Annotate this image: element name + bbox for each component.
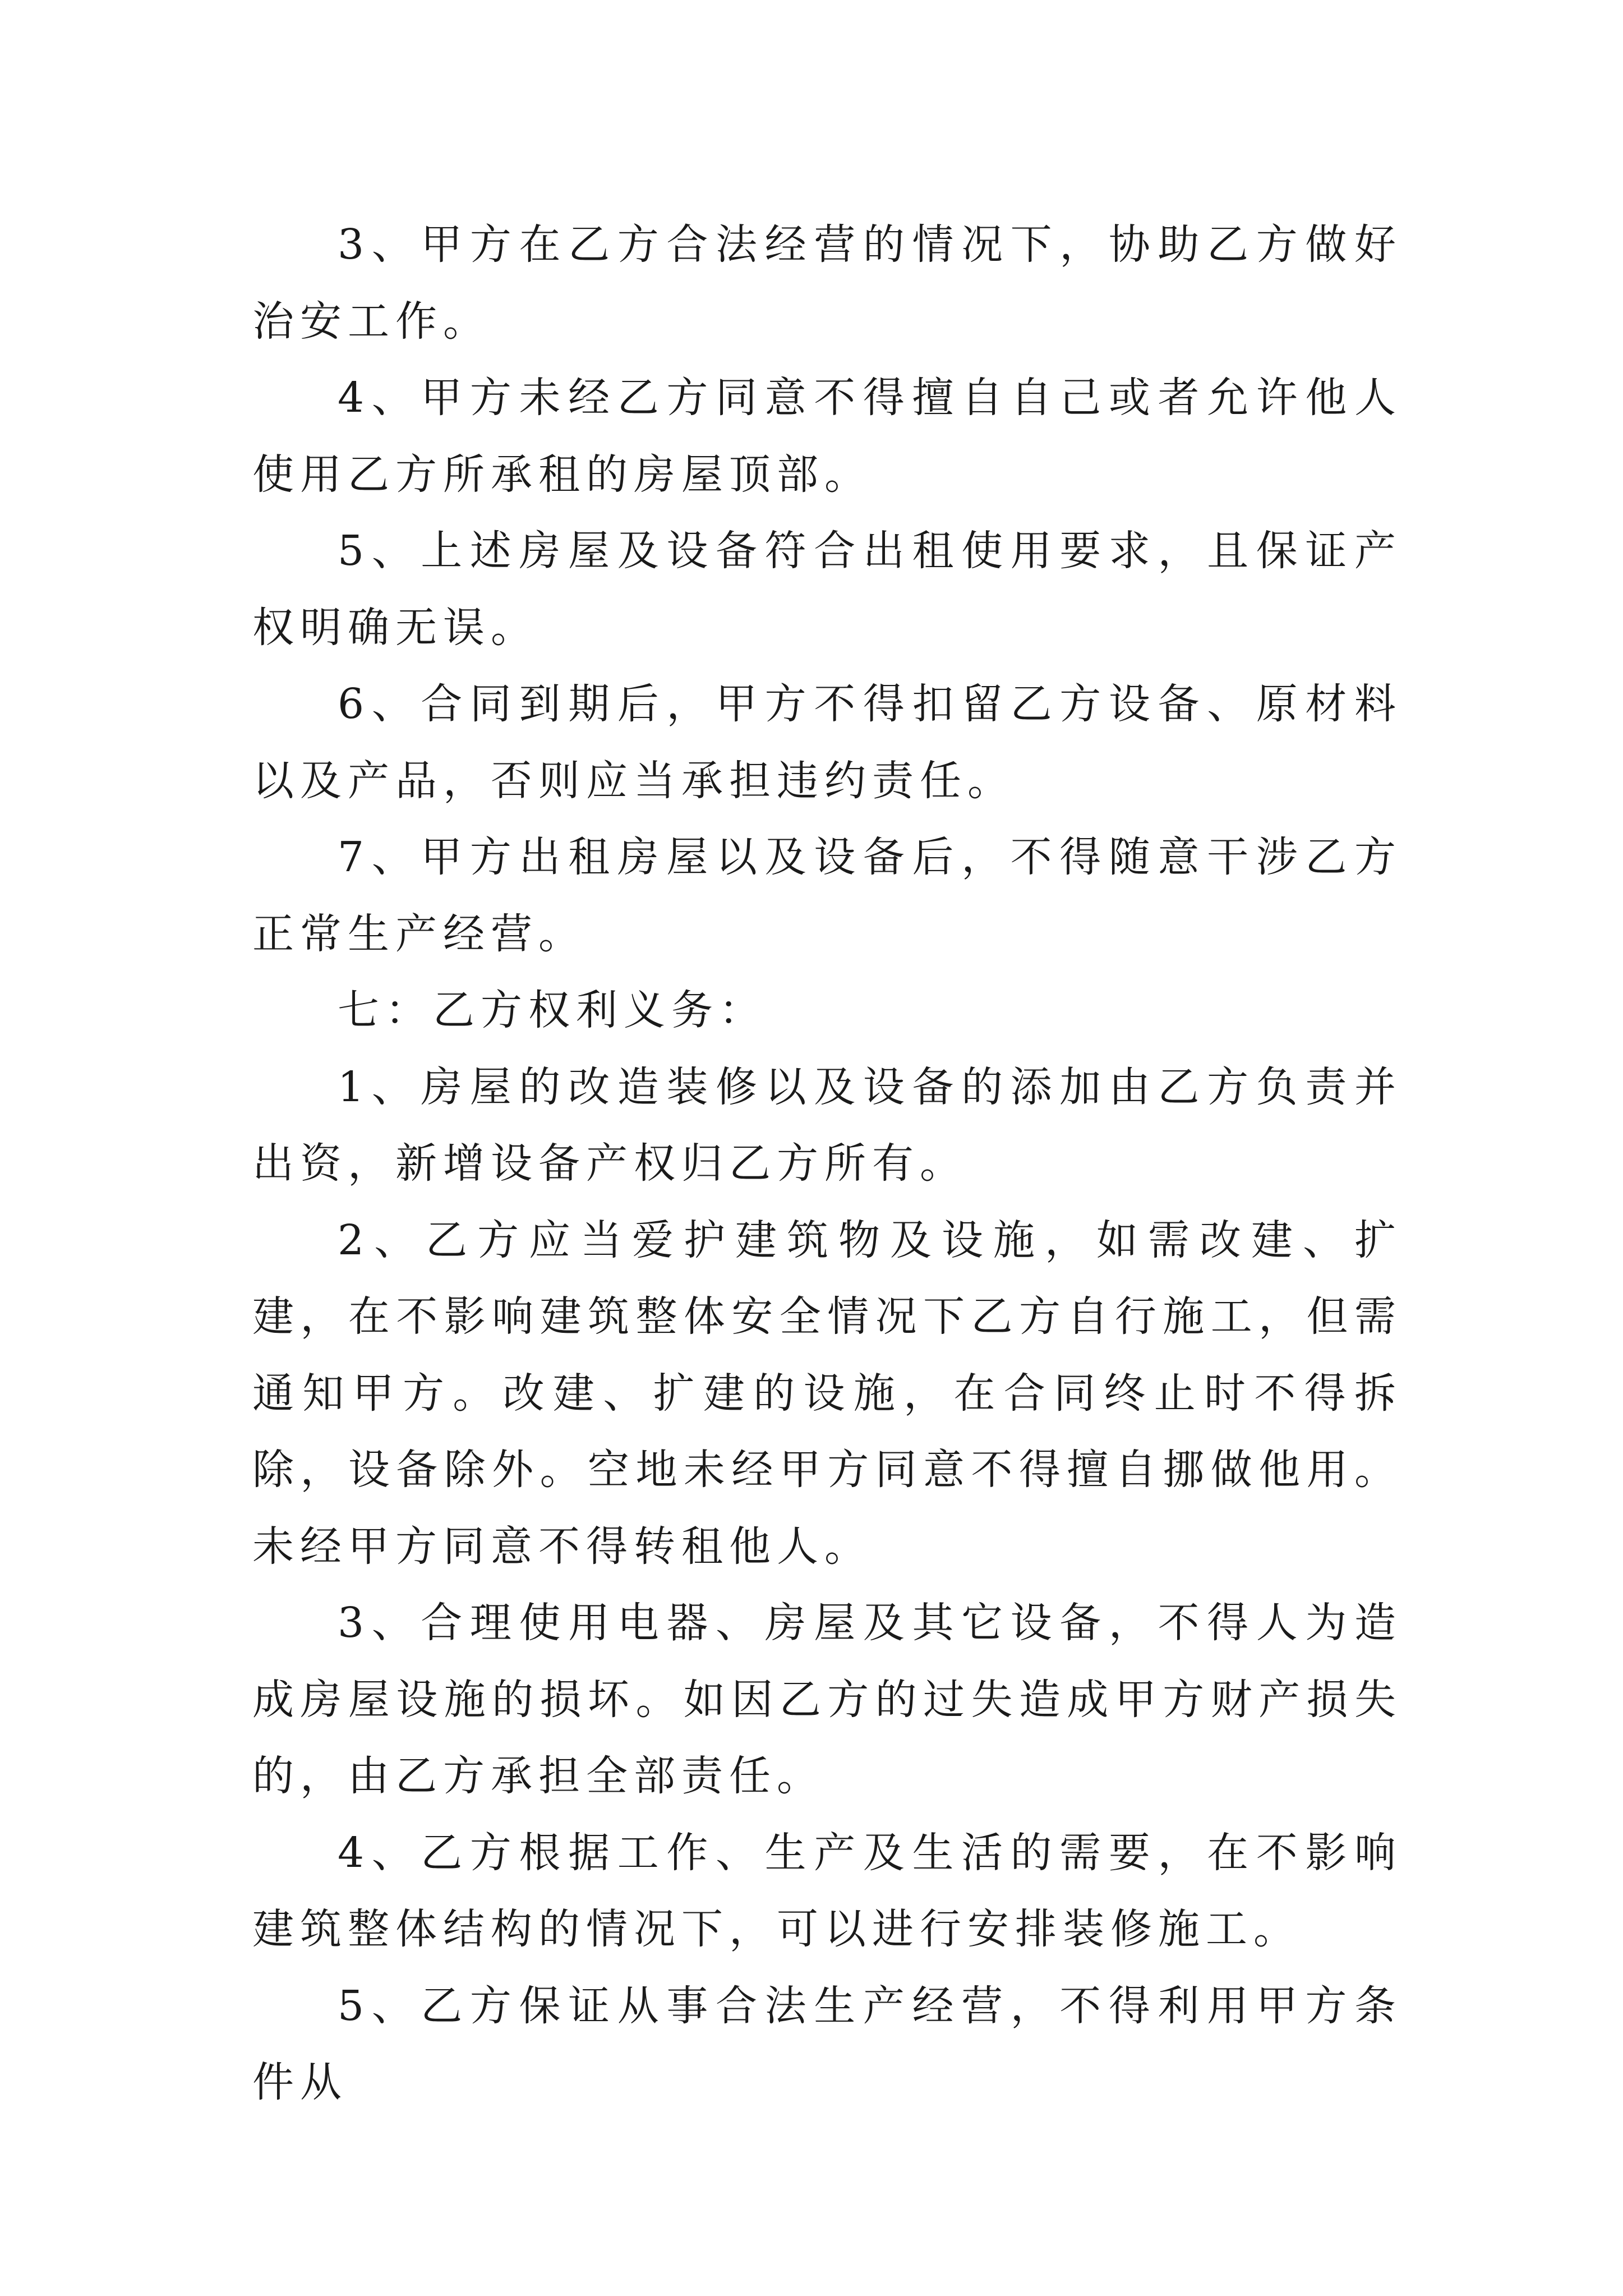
- paragraph-lessor-ownership: 5、上述房屋及设备符合出租使用要求，且保证产权明确无误。: [252, 527, 1402, 652]
- contract-text: [252, 206, 1402, 2121]
- paragraph-lessee-renovation: 1、房屋的改造装修以及设备的添加由乙方负责并出资，新增设备产权归乙方所有。: [252, 1062, 1402, 1188]
- paragraph-lessee-decoration: 4、乙方根据工作、生产及生活的需要，在不影响建筑整体结构的情况下，可以进行安排装修施工。: [252, 1828, 1402, 1953]
- paragraph-lessee-care: 2、乙方应当爱护建筑物及设施，如需改建、扩建，在不影响建筑整体安全情况下乙方自行施工，但需通知甲方。改建、扩建的设施，在合同终止时不得拆除，设备除外。空地未经甲方同意不得擅自挪做他用。未经甲方同意不得转租他人。: [252, 1216, 1402, 1571]
- paragraph-lessor-non-interference: 7、甲方出租房屋以及设备后，不得随意干涉乙方正常生产经营。: [252, 833, 1402, 958]
- paragraph-lessor-security: 3、甲方在乙方合法经营的情况下，协助乙方做好治安工作。: [252, 220, 1402, 346]
- paragraph-lessor-roof: 4、甲方未经乙方同意不得擅自自己或者允许他人使用乙方所承租的房屋顶部。: [252, 374, 1402, 499]
- section-heading-lessee-rights: 七：乙方权利义务：: [338, 986, 767, 1034]
- paragraph-lessee-usage: 3、合理使用电器、房屋及其它设备，不得人为造成房屋设施的损坏。如因乙方的过失造成甲方财产损失的，由乙方承担全部责任。: [252, 1599, 1402, 1800]
- paragraph-lessor-expiry: 6、合同到期后，甲方不得扣留乙方设备、原材料以及产品，否则应当承担违约责任。: [252, 680, 1402, 805]
- paragraph-lessee-legal-operation: 5、乙方保证从事合法生产经营，不得利用甲方条件从: [252, 1981, 1402, 2106]
